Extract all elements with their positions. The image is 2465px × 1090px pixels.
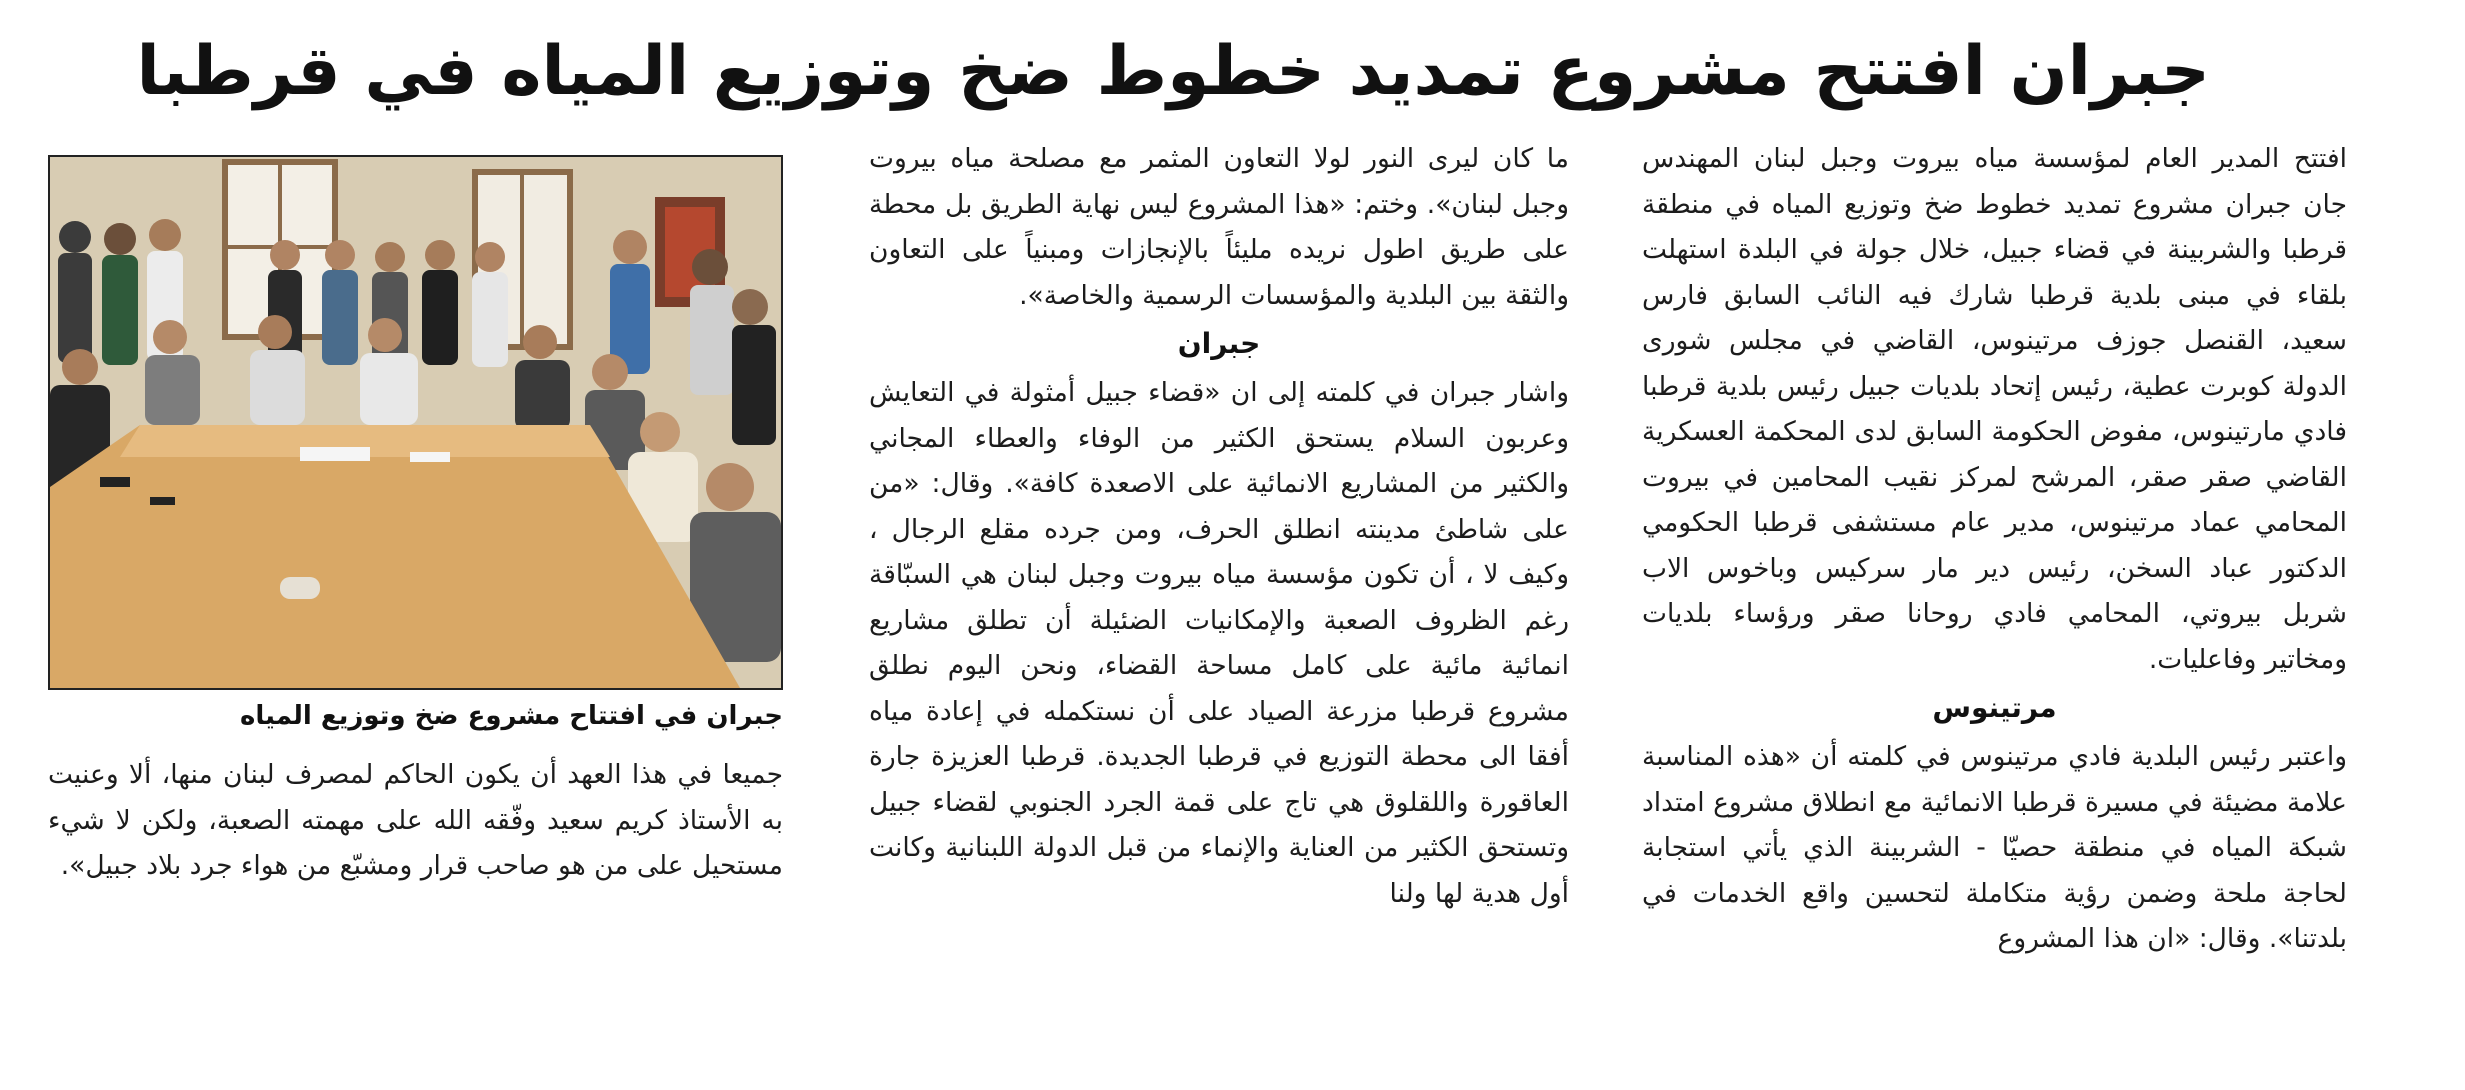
section-subhead-martinos: مرتينوس [1932, 691, 2057, 724]
article-column-1 [1642, 136, 2347, 962]
article-paragraph: ما كان ليرى النور لولا التعاون المثمر مع مصلحة مياه بيروت وجبل لبنان». وختم: «هذا المشروع ليس نهاية الطريق بل محطة على طريق اطول نريده مليئاً بالإنجازات ومبنياً على التعاون والثقة بين البلدية والمؤسسات الرسمية والخاصة». [869, 143, 1569, 311]
article-column-2 [869, 136, 1569, 916]
meeting-photo-illustration [50, 157, 781, 688]
article-paragraph: جميعا في هذا العهد أن يكون الحاكم لمصرف لبنان منها، ألا وعنيت به الأستاذ كريم سعيد وفّقه الله على مهمته الصعبة، ولكن لا شيء مستحيل على من هو صاحب قرار ومشبّع من هواء جرد بلاد جبيل». [48, 759, 783, 881]
section-subhead-gebran: جبران [1177, 327, 1261, 360]
meeting-photo [48, 155, 783, 690]
article-column-3 [48, 752, 783, 889]
article-headline: جبران افتتح مشروع تمديد خطوط ضخ وتوزيع المياه في قرطبا [136, 32, 2210, 111]
article-paragraph: واعتبر رئيس البلدية فادي مرتينوس في كلمته أن «هذه المناسبة علامة مضيئة في مسيرة قرطبا الانمائية مع انطلاق مشروع امتداد شبكة المياه في منطقة حصيّا - الشربينة الذي يأتي استجابة لحاجة ملحة وضمن رؤية متكاملة لتحسين واقع الخدمات في بلدتنا». وقال: «ان هذا المشروع [1642, 741, 2347, 954]
article-paragraph: افتتح المدير العام لمؤسسة مياه بيروت وجبل لبنان المهندس جان جبران مشروع تمديد خطوط ضخ وتوزيع المياه في منطقة قرطبا والشربينة في قضاء جبيل، خلال جولة في البلدة استهلت بلقاء في مبنى بلدية قرطبا شارك فيه النائب السابق فارس سعيد، القنصل جوزف مرتينوس، القاضي في مجلس شورى الدولة كوبرت عطية، رئيس إتحاد بلديات جبيل رئيس بلدية قرطبا فادي مارتينوس، مفوض الحكومة السابق لدى المحكمة العسكرية القاضي صقر صقر، المرشح لمركز نقيب المحامين في بيروت المحامي عماد مرتينوس، مدير عام مستشفى قرطبا الحكومي الدكتور عباد السخن، رئيس دير مار سركيس وباخوس الاب شربل بيروتي، المحامي فادي روحانا صقر ورؤساء بلديات ومخاتير وفاعليات. [1642, 143, 2347, 675]
article-paragraph: واشار جبران في كلمته إلى ان «قضاء جبيل أمثولة في التعايش وعربون السلام يستحق الكثير من الوفاء والعطاء المجاني والكثير من المشاريع الانمائية على الاصعدة كافة». وقال: «من على شاطئ مدينته انطلق الحرف، ومن جرده مقلع الرجال ، وكيف لا ، أن تكون مؤسسة مياه بيروت وجبل لبنان هي السبّاقة رغم الظروف الصعبة والإمكانيات الضئيلة أن تطلق مشاريع انمائية مائية على كامل مساحة القضاء، ونحن اليوم نطلق مشروع قرطبا مزرعة الصياد على أن نستكمله في إعادة مياه أفقا الى محطة التوزيع في قرطبا الجديدة. قرطبا العزيزة جارة العاقورة واللقلوق هي تاج على قمة الجرد الجنوبي لقضاء جبيل وتستحق الكثير من العناية والإنماء من قبل الدولة اللبنانية وكانت أول هدية لها ولنا [869, 377, 1569, 909]
photo-caption: جبران في افتتاح مشروع ضخ وتوزيع المياه [240, 701, 783, 731]
